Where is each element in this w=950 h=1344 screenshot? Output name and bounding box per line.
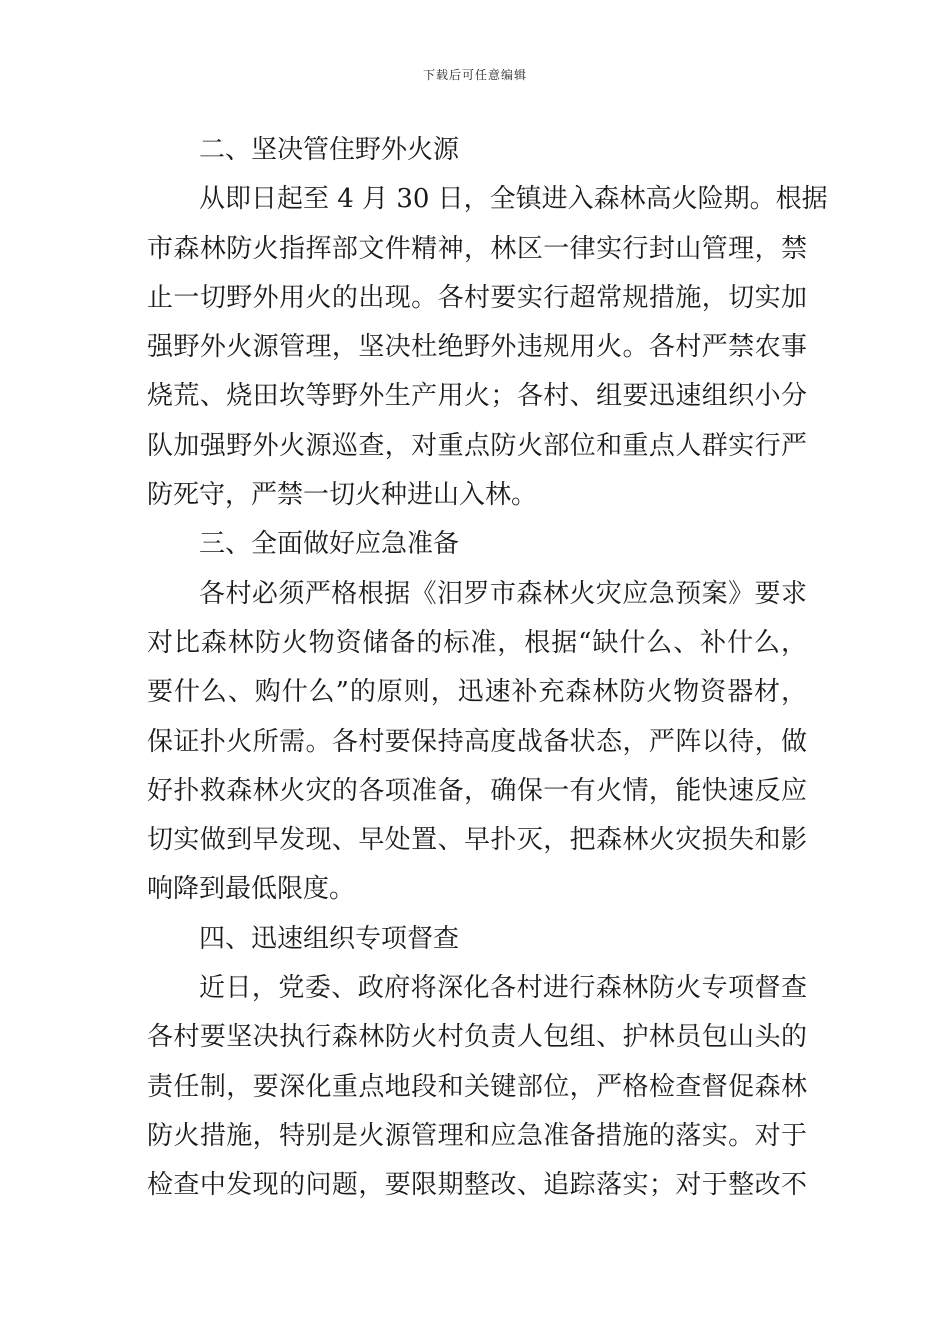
section-heading: 二、坚决管住野外火源	[199, 135, 460, 165]
paragraph-line: 好扑救森林火灾的各项准备，确保一有火情，能快速反应	[147, 775, 807, 806]
paragraph-line: 烧荒、烧田坎等野外生产用火；各村、组要迅速组织小分	[147, 381, 807, 412]
section-heading: 四、迅速组织专项督查	[199, 923, 460, 954]
paragraph-line: 近日，党委、政府将深化各村进行森林防火专项督查	[199, 973, 807, 1004]
paragraph-line: 切实做到早发现、早处置、早扑灭，把森林火灾损失和影	[147, 825, 807, 856]
document-body	[147, 126, 828, 1211]
paragraph-line: 责任制，要深化重点地段和关键部位，严格检查督促森林	[147, 1071, 807, 1102]
paragraph-line: 防火措施，特别是火源管理和应急准备措施的落实。对于	[147, 1120, 807, 1151]
paragraph-line: 止一切野外用火的出现。各村要实行超常规措施，切实加	[147, 282, 807, 313]
section-heading: 三、全面做好应急准备	[199, 529, 460, 560]
paragraph-line: 检查中发现的问题，要限期整改、追踪落实；对于整改不	[147, 1170, 807, 1201]
paragraph-line: 各村必须严格根据《汨罗市森林火灾应急预案》要求	[199, 578, 807, 609]
paragraph-line: 响降到最低限度。	[147, 874, 356, 905]
paragraph-line: 要什么、购什么”的原则，迅速补充森林防火物资器材，	[147, 677, 807, 708]
paragraph-line: 市森林防火指挥部文件精神，林区一律实行封山管理，禁	[147, 233, 807, 264]
paragraph-line: 各村要坚决执行森林防火村负责人包组、护林员包山头的	[147, 1022, 807, 1053]
paragraph-line: 对比森林防火物资储备的标准，根据“缺什么、补什么，	[147, 627, 807, 658]
paragraph-line: 防死守，严禁一切火种进山入林。	[147, 480, 538, 511]
paragraph-line: 从即日起至 4 月 30 日，全镇进入森林高火险期。根据	[199, 184, 828, 215]
paragraph-line: 强野外火源管理，坚决杜绝野外违规用火。各村严禁农事	[147, 332, 807, 363]
header-note: 下载后可任意编辑	[422, 68, 527, 82]
paragraph-line: 队加强野外火源巡查，对重点防火部位和重点人群实行严	[147, 430, 807, 461]
paragraph-line: 保证扑火所需。各村要保持高度战备状态，严阵以待，做	[147, 726, 807, 757]
